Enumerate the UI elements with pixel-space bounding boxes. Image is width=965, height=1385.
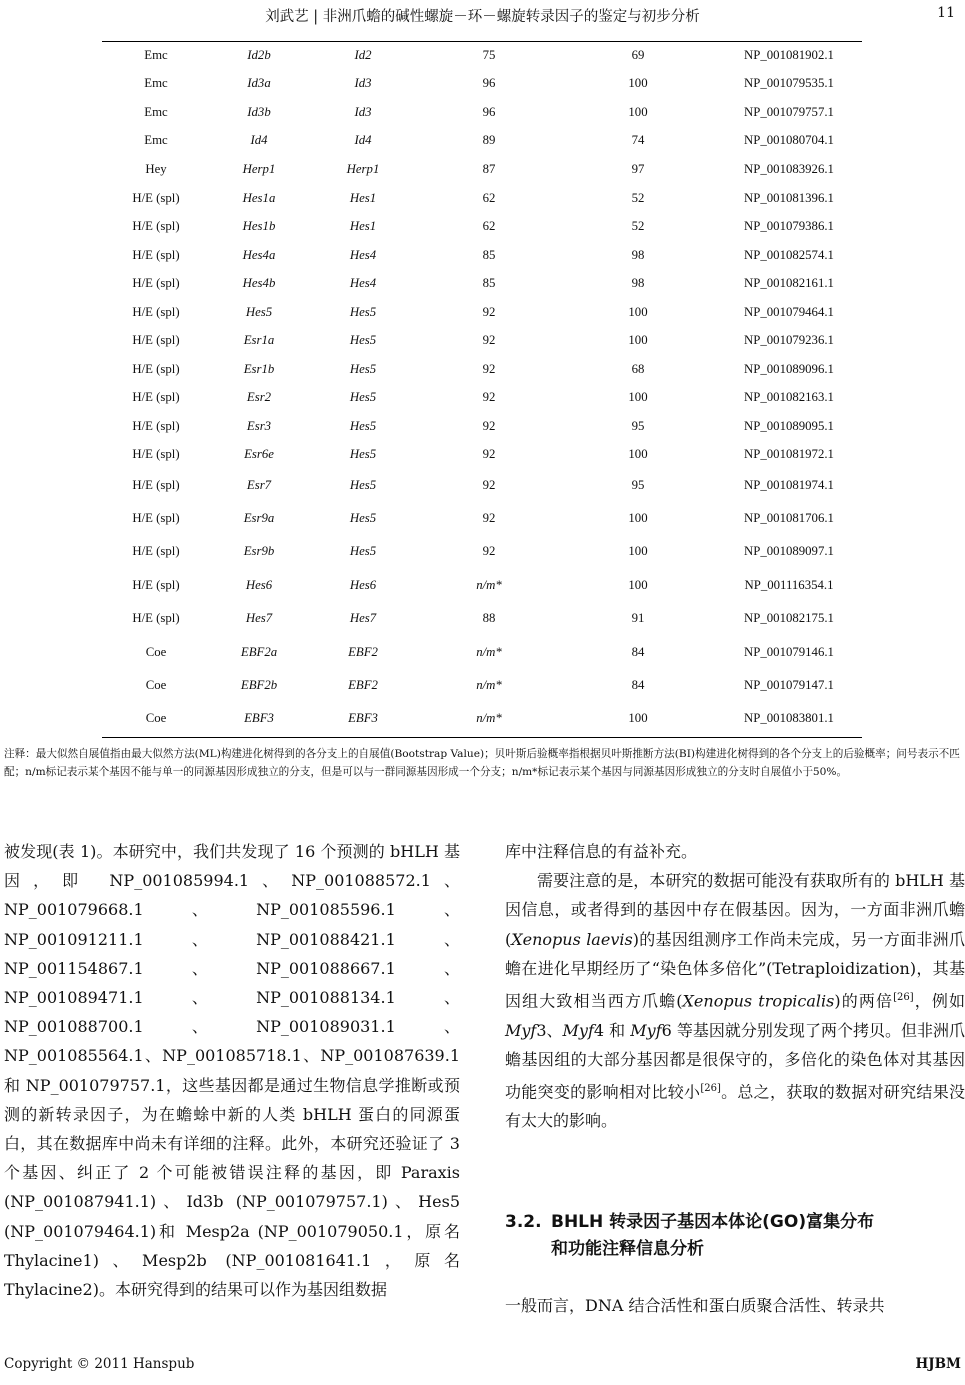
table-cell: 96 (482, 76, 496, 90)
text-span: 等基因就分别发现了两个拷贝。但非洲爪蟾基因组的大部分基因都是很保守的，多倍化的染色体对其基因功能突变的影响相对比较小 (505, 1020, 965, 1102)
table-cell: 92 (482, 418, 496, 433)
text-span: 需要注意的是，本研究的数据可能没有获取所有的 bHLH 基因信息，或者得到的基因中存在假基因。因为，一方面非洲爪蟾( (505, 871, 965, 949)
table-cell: 100 (628, 333, 648, 347)
table-row (102, 440, 862, 469)
table-cell: n/m* (476, 644, 502, 659)
table-row (102, 241, 862, 269)
table-cell: Esr9b (243, 543, 275, 558)
table-cell: NP_001081974.1 (744, 478, 834, 492)
table-cell: NP_001083926.1 (744, 162, 834, 176)
table-row (102, 212, 862, 241)
species-name: Xenopus tropicalis (682, 991, 835, 1011)
table-cell: Emc (144, 48, 168, 62)
table-cell: NP_001079464.1 (744, 304, 834, 319)
table-cell: Emc (144, 104, 168, 119)
section-title-line1: BHLH 转录因子基因本体论(GO)富集分布 (551, 1212, 875, 1232)
table-cell: 84 (631, 678, 645, 692)
table-cell: 92 (482, 543, 496, 558)
table-cell: 52 (631, 190, 645, 205)
table-cell: 100 (628, 76, 648, 90)
table-cell: H/E (spl) (132, 577, 180, 592)
text-span: 4 和 (593, 1020, 631, 1040)
table-row (102, 635, 862, 669)
table-cell: EBF2b (240, 678, 278, 692)
page-footer (4, 1356, 961, 1372)
table-cell: 92 (482, 447, 496, 461)
table-cell: NP_001082574.1 (744, 247, 834, 262)
table-cell: Id3 (354, 104, 372, 119)
table-cell: Id3 (354, 76, 372, 90)
running-title: 刘武艺 | 非洲爪蟾的碱性螺旋－环－螺旋转录因子的鉴定与初步分析 (265, 9, 700, 25)
table-cell: Hes5 (349, 304, 377, 319)
section-title-line2: 和功能注释信息分析 (551, 1239, 704, 1259)
table-cell: 98 (631, 247, 645, 262)
table-row (102, 126, 862, 155)
right-paragraph-2 (505, 866, 965, 1135)
table-cell: H/E (spl) (132, 219, 180, 233)
table-cell: H/E (spl) (132, 447, 180, 461)
table-row (102, 702, 862, 734)
table-row (102, 602, 862, 635)
table-cell: Id4 (250, 133, 268, 147)
gene-name: Myf (505, 1020, 537, 1040)
table-cell: 92 (482, 478, 496, 492)
table-cell: NP_001116354.1 (744, 577, 834, 592)
right-paragraph-1: 库中注释信息的有益补充。 (505, 842, 698, 861)
table-cell: 100 (628, 304, 648, 319)
table-cell: Hes5 (349, 333, 377, 347)
table-cell: 68 (631, 361, 645, 376)
table-row (102, 69, 862, 98)
table-cell: 87 (482, 162, 496, 176)
table-cell: Hes6 (245, 577, 273, 592)
table-cell: 52 (631, 219, 645, 233)
table-cell: NP_001079236.1 (744, 333, 834, 347)
table-row (102, 155, 862, 184)
table-cell: Hes5 (349, 478, 377, 492)
table-cell: NP_001089097.1 (744, 543, 834, 558)
table-body (102, 42, 862, 734)
page-number: 11 (937, 5, 955, 21)
citation: [26] (893, 992, 914, 1004)
table-row (102, 412, 862, 440)
table-row (102, 269, 862, 298)
table-cell: 75 (482, 48, 496, 62)
bhlh-table (102, 42, 862, 734)
table-cell: NP_001083801.1 (744, 710, 834, 725)
citation: [26] (700, 1082, 721, 1094)
table-cell: Esr9a (243, 510, 275, 525)
table-cell: H/E (spl) (132, 361, 180, 376)
table-cell: NP_001081972.1 (744, 447, 834, 461)
table-cell: 62 (482, 190, 496, 205)
table-cell: NP_001079757.1 (744, 104, 834, 119)
table-cell: Id3b (247, 104, 271, 119)
table-note: 注释：最大似然自展值指由最大似然方法(ML)构建进化树得到的各分支上的自展值(Bootstrap Value)；贝叶斯后验概率指根据贝叶斯推断方法(BI)构建进化树得到的各个分支上的后验概率；问号表示不匹配；n/m标记表示某个基因不能与单一的同源基因形成独立的分支，但是可以与一群同源基因形成一个分支；n/m*标记表示某个基因与同源基因形成独立的分支时自展值小于50%。 (4, 748, 960, 778)
table-cell: Hes5 (349, 418, 377, 433)
table-cell: H/E (spl) (132, 304, 180, 319)
table-cell: Esr1a (243, 333, 275, 347)
text-span: 6 (661, 1020, 672, 1040)
table-cell: H/E (spl) (132, 611, 180, 625)
table-cell: Esr3 (246, 418, 272, 433)
gene-name: Myf (562, 1020, 594, 1040)
table-cell: 97 (631, 162, 645, 176)
table-cell: Coe (145, 678, 167, 692)
table-cell: Hes7 (245, 611, 273, 625)
table-cell: 100 (628, 710, 648, 725)
table-cell: NP_001082161.1 (744, 276, 834, 290)
copyright: Copyright © 2011 Hanspub (4, 1356, 195, 1372)
table-cell: 85 (482, 276, 496, 290)
table-cell: Hes5 (349, 361, 377, 376)
table-cell: 84 (631, 644, 645, 659)
table-cell: n/m* (476, 678, 502, 692)
table-cell: NP_001081902.1 (744, 48, 834, 62)
table-cell: n/m* (476, 710, 502, 725)
table-cell: 100 (628, 390, 648, 404)
table-cell: H/E (spl) (132, 247, 180, 262)
table-cell: H/E (spl) (132, 390, 180, 404)
table-cell: H/E (spl) (132, 418, 180, 433)
text-span: 3、 (536, 1020, 563, 1040)
text-span: 。总之，获取的数据对研究结果没有太大的影响。 (505, 1082, 965, 1131)
table-cell: NP_001089095.1 (744, 418, 834, 433)
table-cell: Coe (145, 644, 167, 659)
table-cell: EBF2 (348, 644, 378, 659)
table-cell: Hes5 (349, 543, 377, 558)
table-cell: Id2b (247, 48, 271, 62)
table-row (102, 568, 862, 602)
table-cell: Hes1 (349, 190, 377, 205)
table-row (102, 669, 862, 702)
table-cell: Hes5 (349, 510, 377, 525)
table-cell: NP_001079147.1 (744, 678, 834, 692)
table-cell: NP_001080704.1 (744, 133, 834, 147)
page-header (0, 0, 965, 36)
table-cell: NP_001079146.1 (744, 644, 834, 659)
table-cell: EBF3 (348, 710, 378, 725)
table-cell: Hes1a (242, 190, 276, 205)
table-cell: Esr6e (244, 447, 274, 461)
table-cell: 92 (482, 304, 496, 319)
section-heading (505, 1209, 965, 1263)
table-row (102, 42, 862, 69)
table-cell: 100 (628, 510, 648, 525)
table-cell: 100 (628, 543, 648, 558)
table-cell: EBF2 (348, 678, 378, 692)
table-cell: 95 (631, 418, 645, 433)
table-row (102, 383, 862, 412)
text-span: ，例如 (913, 991, 965, 1011)
gene-name: Myf (630, 1020, 662, 1040)
table-row (102, 502, 862, 534)
table-cell: 62 (482, 219, 496, 233)
table-cell: NP_001082163.1 (744, 390, 834, 404)
table-cell: H/E (spl) (132, 190, 180, 205)
table-cell: 92 (482, 510, 496, 525)
left-column (4, 837, 460, 1304)
table-row (102, 534, 862, 568)
table-cell: NP_001081706.1 (744, 510, 834, 525)
table-cell: 96 (482, 104, 496, 119)
table-cell: Esr2 (246, 390, 272, 404)
table-bottom-rule (102, 737, 862, 738)
table-cell: Hes4b (242, 276, 276, 290)
table-row (102, 98, 862, 126)
table-cell: 91 (631, 611, 645, 625)
table-cell: 98 (631, 276, 645, 290)
table-cell: Id2 (354, 48, 372, 62)
table-cell: Emc (144, 76, 168, 90)
table-cell: 100 (628, 104, 648, 119)
table-cell: 89 (482, 133, 496, 147)
table-cell: H/E (spl) (132, 276, 180, 290)
left-paragraph: 被发现(表 1)。本研究中，我们共发现了 16 个预测的 bHLH 基因，即 NP_001085994.1、NP_001088572.1、NP_001079668.1、NP_001085596.1、NP_001091211.1、NP_001088421.1、NP_001154867.1、NP_001088667.1、NP_001089471.1、NP_001088134.1、NP_001088700.1、NP_001089031.1、NP_001085564.1、NP_001085718.1、NP_001087639.1 和 NP_001079757.1，这些基因都是通过生物信息学推断或预测的新转录因子，为在蟾蜍中新的人类 bHLH 蛋白的同源蛋白，其在数据库中尚未有详细的注释。此外，本研究还验证了 3 个基因、纠正了 2 个可能被错误注释的基因，即 Paraxis (NP_001087941.1)、Id3b (NP_001079757.1)、Hes5 (NP_001079464.1)和 Mesp2a (NP_001079050.1，原名 Thylacine1)、Mesp2b (NP_001081641.1，原名 Thylacine2)。本研究得到的结果可以作为基因组数据 (4, 842, 460, 1300)
table-cell: Id3a (247, 76, 271, 90)
table-cell: Hes1b (242, 219, 276, 233)
table-cell: H/E (spl) (132, 478, 180, 492)
table-cell: 100 (628, 577, 648, 592)
table-cell: H/E (spl) (132, 543, 180, 558)
table-cell: NP_001089096.1 (744, 361, 834, 376)
table-cell: Hes6 (349, 577, 377, 592)
table-row (102, 298, 862, 326)
table-row (102, 184, 862, 212)
table-cell: NP_001082175.1 (744, 611, 834, 625)
text-span: )的基因组测序工作尚未完成，另一方面非洲爪蟾在进化早期经历了“染色体多倍化”(Tetraploidization)，其基因组大致相当西方爪蟾( (505, 929, 965, 1011)
right-last-line: 一般而言，DNA 结合活性和蛋白质聚合活性、转录共 (505, 1296, 885, 1315)
table-cell: Hes5 (349, 390, 377, 404)
table-cell: n/m* (476, 577, 502, 592)
table-container (102, 42, 862, 734)
table-cell: Coe (145, 710, 167, 725)
table-cell: Hes4a (242, 247, 276, 262)
table-cell: H/E (spl) (132, 333, 180, 347)
table-cell: Hes7 (349, 611, 377, 625)
table-row (102, 355, 862, 383)
table-cell: Emc (144, 133, 168, 147)
text-span: )的两倍 (834, 991, 894, 1011)
table-cell: Hes5 (349, 447, 377, 461)
table-cell: 100 (628, 447, 648, 461)
journal-abbrev: HJBM (915, 1356, 961, 1372)
table-cell: 92 (482, 333, 496, 347)
table-cell: Esr1b (243, 361, 275, 376)
table-cell: 92 (482, 361, 496, 376)
table-cell: Esr7 (246, 478, 272, 492)
table-cell: Hes4 (349, 276, 377, 290)
table-cell: 85 (482, 247, 496, 262)
right-column (505, 837, 965, 1136)
table-cell: 92 (482, 390, 496, 404)
table-cell: 88 (482, 611, 496, 625)
table-cell: EBF3 (244, 710, 274, 725)
table-cell: 69 (631, 48, 645, 62)
table-cell: Hes4 (349, 247, 377, 262)
table-cell: Hey (145, 162, 167, 176)
table-cell: Herp1 (242, 162, 276, 176)
table-cell: Hes5 (245, 304, 273, 319)
table-row (102, 326, 862, 355)
table-cell: 74 (631, 133, 645, 147)
table-cell: Id4 (354, 133, 372, 147)
table-cell: NP_001079386.1 (744, 219, 834, 233)
species-name: Xenopus laevis (511, 929, 633, 949)
table-cell: H/E (spl) (132, 510, 180, 525)
table-cell: NP_001081396.1 (744, 190, 834, 205)
table-row (102, 469, 862, 502)
table-cell: NP_001079535.1 (744, 76, 834, 90)
table-cell: Hes1 (349, 219, 377, 233)
table-cell: Herp1 (346, 162, 380, 176)
table-cell: 95 (631, 478, 645, 492)
section-number: 3.2. (505, 1212, 542, 1232)
table-cell: EBF2a (240, 644, 278, 659)
